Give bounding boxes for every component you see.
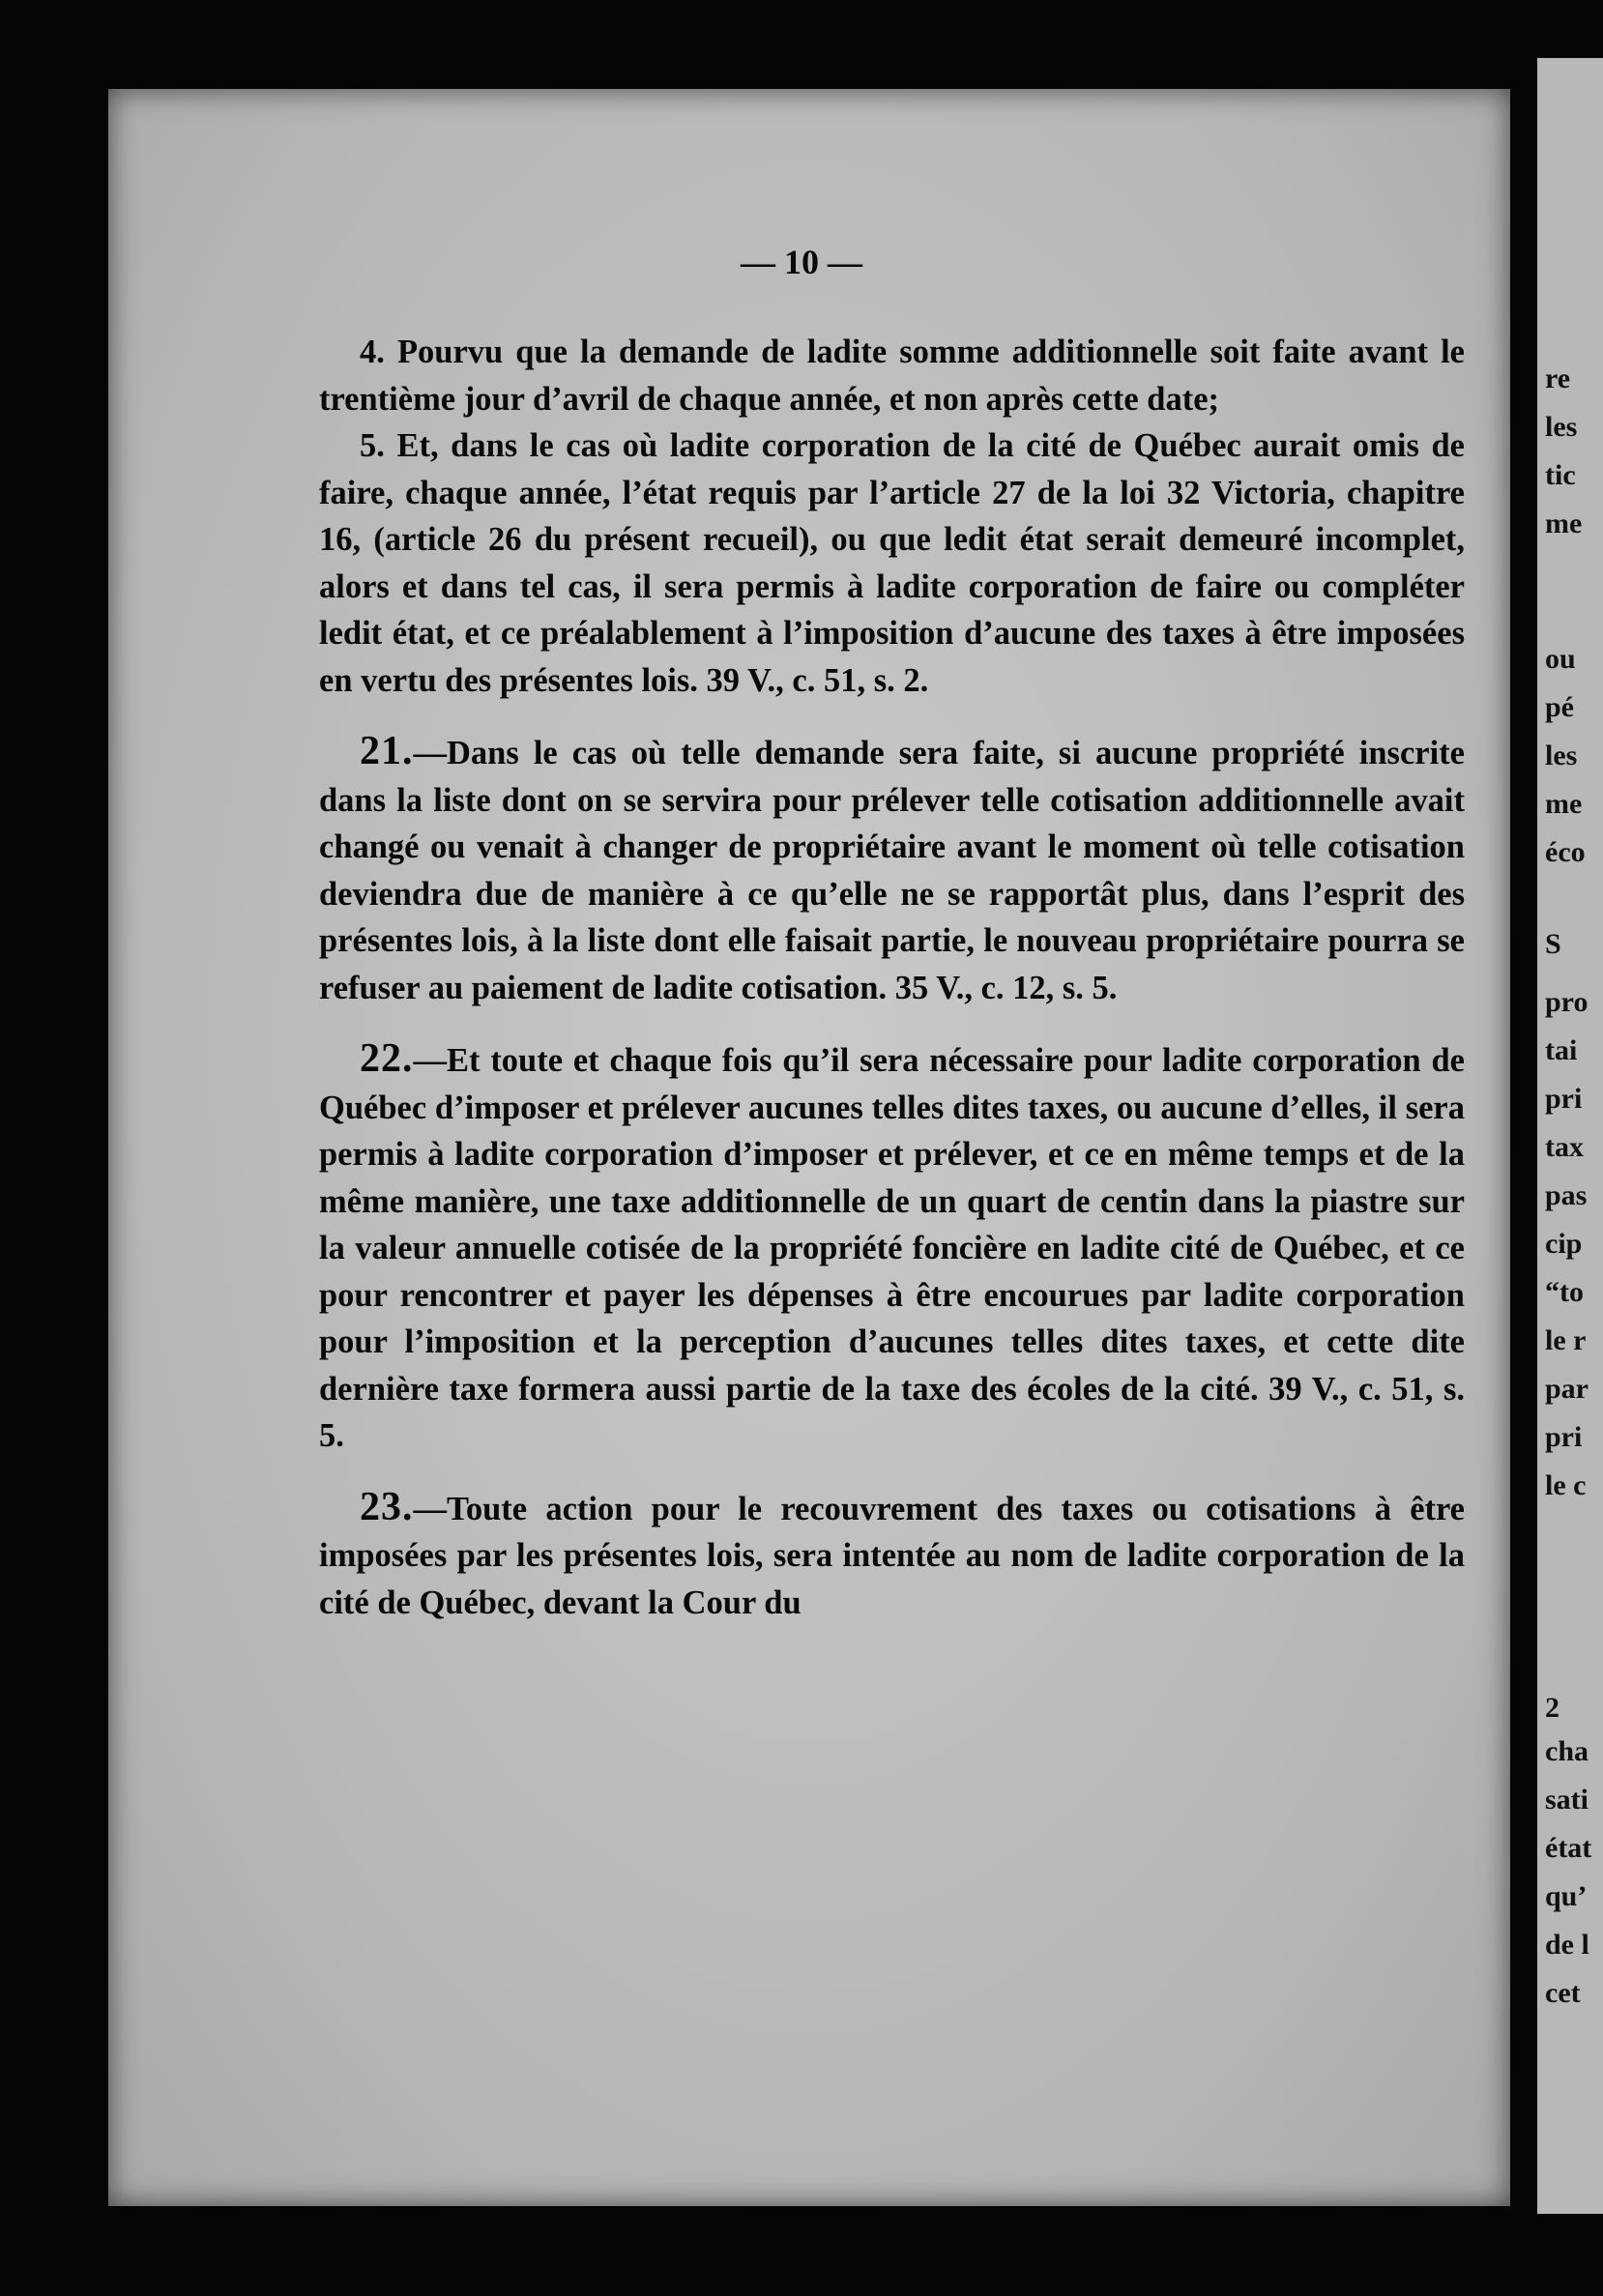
- fragment: “to: [1545, 1276, 1584, 1308]
- fragment: pri: [1545, 1083, 1583, 1115]
- fragment: cha: [1545, 1735, 1588, 1767]
- article-number: 21.: [360, 729, 414, 773]
- fragment: cip: [1545, 1228, 1583, 1260]
- fragment: pro: [1545, 986, 1588, 1018]
- fragment: éco: [1545, 836, 1586, 868]
- fragment: pri: [1545, 1421, 1583, 1453]
- article-reference: 35 V., c. 12, s. 5.: [894, 969, 1118, 1006]
- paragraph-5: [319, 422, 1465, 704]
- article-22: [319, 1035, 1465, 1460]
- paragraph-4: 4. Pourvu que la demande de ladite somme additionnelle soit faite avant le trentième jour d’avril de chaque année, et non après cette date;: [319, 334, 1465, 418]
- paragraph-5-text: 5. Et, dans le cas où ladite corporation de la cité de Québec aurait omis de faire, chaque année, l’état requis par l’article 27 de la loi 32 Victoria, chapitre 16, (article 26 du présent recueil), ou que ledit état serait demeuré incomplet, alors et dans tel cas, il sera permis à ladite corporation de faire ou compléter ledit état, et ce préalablement à l’imposition d’aucune des taxes à être imposées en vertu des présentes lois.: [319, 427, 1465, 699]
- article-number: 23.: [360, 1484, 414, 1529]
- fragment: pas: [1545, 1179, 1588, 1211]
- fragment: les: [1545, 740, 1578, 771]
- fragment: tai: [1545, 1034, 1578, 1066]
- article-reference: 39 V., c. 51, s. 5.: [319, 1370, 1465, 1454]
- fragment: cet: [1545, 1977, 1581, 2009]
- fragment: ou: [1545, 643, 1576, 675]
- fragment: par: [1545, 1373, 1588, 1405]
- fragment: sati: [1545, 1784, 1588, 1816]
- adjacent-page-edge: [1537, 58, 1603, 2214]
- fragment: de l: [1545, 1929, 1589, 1961]
- fragment: état: [1545, 1832, 1592, 1864]
- fragment: le c: [1545, 1469, 1587, 1501]
- fragment: me: [1545, 788, 1583, 820]
- fragment: tax: [1545, 1131, 1584, 1163]
- fragment: re: [1545, 363, 1571, 394]
- article-number: 22.: [360, 1036, 414, 1081]
- article-text: —Dans le cas où telle demande sera faite, si aucune propriété inscrite dans la liste dont on se servira pour prélever telle cotisation additionnelle avait changé ou venait à changer de propriétaire avant le moment où telle cotisation deviendra due de manière à ce qu’elle ne se rapportât plus, dans l’esprit des présentes lois, à la liste dont elle faisait partie, le nouveau propriétaire pourra se refuser au paiement de ladite cotisation.: [319, 735, 1465, 1006]
- page-body: [319, 329, 1465, 1626]
- fragment: S: [1545, 928, 1561, 960]
- fragment: les: [1545, 411, 1578, 443]
- fragment: le r: [1545, 1324, 1587, 1356]
- article-text: —Toute action pour le recouvrement des taxes ou cotisations à être imposées par les présentes lois, sera intentée au nom de ladite corporation de la cité de Québec, devant la Cour du: [319, 1490, 1465, 1621]
- article-23: [319, 1484, 1465, 1627]
- fragment: qu’: [1545, 1880, 1588, 1912]
- fragment: pé: [1545, 691, 1574, 723]
- fragment: me: [1545, 508, 1583, 539]
- page-number: — 10 —: [741, 243, 862, 281]
- article-text: —Et toute et chaque fois qu’il sera nécessaire pour ladite corporation de Québec d’imposer et prélever aucunes telles dites taxes, ou aucune d’elles, il sera permis à ladite corporation d’imposer et prélever, et ce en même temps et de la même manière, une taxe additionnelle de un quart de centin dans la piastre sur la valeur annuelle cotisée de la propriété foncière en ladite cité de Québec, et ce pour rencontrer et payer les dépenses à être encourues par ladite corporation pour l’imposition et la perception d’aucunes telles dites taxes, et cette dite dernière taxe formera aussi partie de la taxe des écoles de la cité.: [319, 1042, 1465, 1408]
- article-21: [319, 728, 1465, 1011]
- paragraph-5-reference: 39 V., c. 51, s. 2.: [706, 661, 929, 699]
- fragment: tic: [1545, 459, 1576, 491]
- fragment: 2: [1545, 1692, 1559, 1724]
